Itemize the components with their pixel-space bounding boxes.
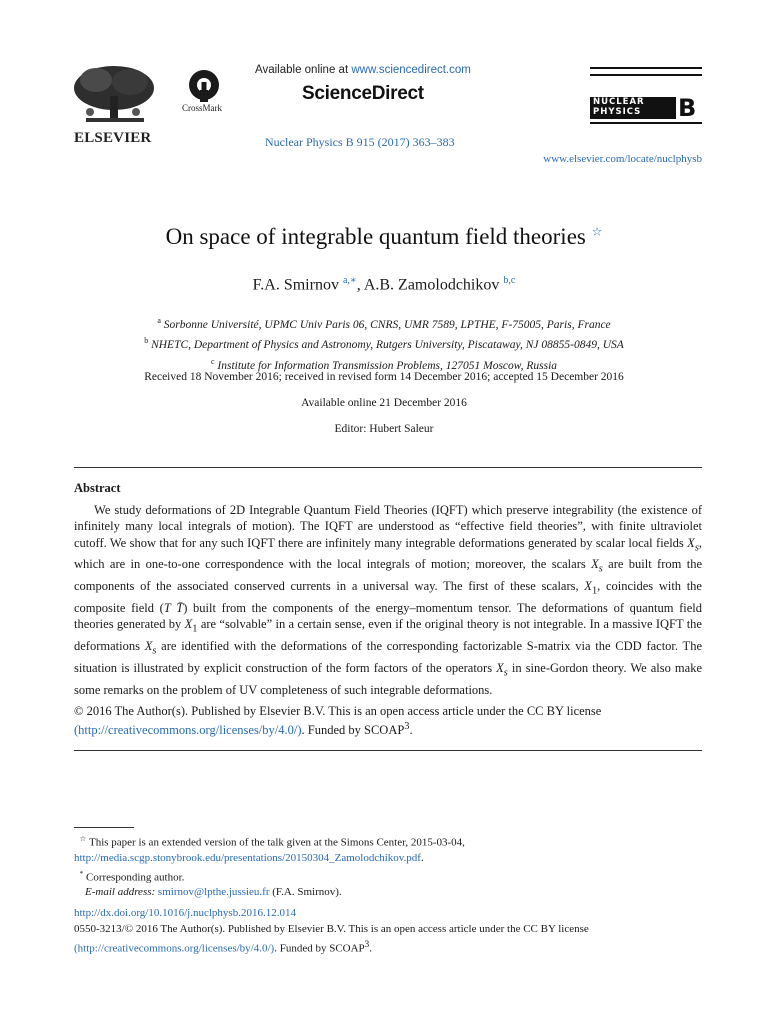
abstract-fragment: We study deformations of 2D Integrable Quantum Field Theories (IQFT) which preserve integrability (the existence of infinitely many local integrals of motion). The IQFT are understood as “effective field theories”, with finite ultraviolet cutoff. We show that for any such IQFT there are infinitely many integrable deformations generated by scalar local fields [74, 503, 702, 550]
license-sup: 3 [404, 721, 410, 733]
abstract-text [74, 502, 702, 698]
abstract-fragment: are identified with the deformations of the corresponding factorizable S-matrix via the CDD factor. The situation is illustrated by explicit construction of the form factors of the operators [74, 639, 702, 675]
abstract-rule-bottom [74, 750, 702, 751]
affiliation [0, 313, 768, 333]
license-end: . [369, 942, 372, 955]
license-end: . [409, 723, 413, 738]
publisher-name: ELSEVIER [74, 130, 152, 146]
doi-block [74, 906, 702, 957]
abstract-fragment: , which are in one-to-one correspondence with the local integrals of motion; moreover, the scalars [74, 535, 702, 572]
email-label: E-mail address: [85, 886, 156, 899]
affiliation-text: NHETC, Department of Physics and Astronomy, Rutgers University, Piscataway, NJ 08855-0849, USA [151, 339, 624, 352]
affiliation-text: Sorbonne Université, UPMC Univ Paris 06, CNRS, UMR 7589, LPTHE, F-75005, Paris, France [163, 318, 611, 331]
math-x: X [144, 639, 153, 654]
license-suffix: . Funded by SCOAP [274, 942, 365, 955]
author-list [0, 275, 768, 294]
affiliation-mark: c [210, 356, 215, 366]
editor: Editor: Hubert Saleur [334, 423, 434, 435]
affiliation-mark: b [144, 336, 149, 346]
online-date: Available online 21 December 2016 [301, 397, 467, 409]
journal-logo-rule-top [590, 67, 702, 69]
journal-logo-text [593, 97, 645, 117]
math-sub: s [598, 563, 603, 575]
author-separator: , [356, 276, 364, 294]
footnote [74, 885, 702, 900]
math-tt: T T̄ [163, 600, 184, 615]
math-x: X [687, 535, 695, 550]
math-sub: s [503, 667, 508, 679]
available-online-prefix: Available online at [255, 64, 349, 76]
math-sub: 1 [192, 623, 198, 635]
article-title [0, 224, 768, 250]
abstract-fragment: are “solvable” in a certain sense, even if the original theory is not integrable. In a massive IQFT the deformations [74, 617, 702, 654]
footnote [74, 831, 702, 866]
journal-reference[interactable]: Nuclear Physics B 915 (2017) 363–383 [265, 135, 455, 149]
abstract-fragment: , coincides with the composite field ( [74, 579, 702, 615]
footnote-link[interactable]: http://media.scgp.stonybrook.edu/presentations/20150304_Zamolodchikov.pdf [74, 851, 421, 864]
footnote-end: . [420, 851, 424, 864]
affiliation-text: Institute for Information Transmission Problems, 127051 Moscow, Russia [217, 359, 558, 372]
math-sub: 1 [591, 585, 598, 597]
abstract-license [74, 703, 702, 739]
author-name: A.B. Zamolodchikov [363, 276, 500, 294]
author-name: F.A. Smirnov [252, 276, 339, 294]
abstract-fragment: in sine-Gordon theory. We also make some remarks on the problem of UV completeness of such integrable deformations. [74, 660, 702, 697]
doi-link[interactable]: http://dx.doi.org/10.1016/j.nuclphysb.2016.12.014 [74, 907, 296, 919]
footnote [74, 866, 702, 886]
available-online [255, 64, 471, 76]
affiliation [0, 333, 768, 353]
footnote-mark: * [79, 868, 84, 878]
journal-logo-rule-bottom [590, 122, 702, 124]
abstract-fragment: ) built from the components of the energy–momentum tensor. The deformations of quantum field theories generated by [74, 600, 703, 632]
math-x: X [584, 579, 592, 594]
article-history: Received 18 November 2016; received in revised form 14 December 2016; accepted 15 December 2016 [144, 371, 624, 383]
math-sub: s [152, 645, 157, 657]
math-x: X [184, 617, 193, 632]
math-x: X [591, 557, 599, 572]
journal-homepage-link[interactable]: www.elsevier.com/locate/nuclphysb [543, 153, 702, 165]
email-owner: (F.A. Smirnov). [272, 886, 342, 899]
journal-logo-line1: NUCLEAR [593, 97, 645, 107]
article-header [0, 0, 768, 175]
footnotes [74, 831, 702, 900]
affiliation-mark: a [157, 316, 161, 325]
footnote-text: This paper is an extended version of the talk given at the Simons Center, 2015-03-04, [88, 836, 465, 849]
math-x: X [496, 660, 504, 675]
title-footnote-mark[interactable]: ☆ [591, 224, 603, 239]
author-affiliation-mark[interactable]: b,c [503, 275, 516, 286]
footnote-rule [74, 827, 134, 828]
footnote-mark: ☆ [79, 834, 87, 843]
issn-line: 0550-3213/© 2016 The Author(s). Published by Elsevier B.V. This is an open access article under the CC BY license [74, 922, 589, 935]
affiliations [0, 313, 768, 374]
journal-logo-rule-mid [590, 74, 702, 76]
license-link[interactable]: (http://creativecommons.org/licenses/by/4.0/) [74, 723, 302, 738]
license-link[interactable]: (http://creativecommons.org/licenses/by/4.0/) [74, 942, 275, 955]
footnote-text: Corresponding author. [86, 871, 185, 884]
article-title-text: On space of integrable quantum field theories [165, 224, 586, 249]
author-affiliation-mark[interactable]: a,∗ [342, 275, 357, 286]
crossmark-label: CrossMark [182, 103, 222, 113]
journal-logo-line2: PHYSICS [593, 107, 642, 117]
abstract-fragment: are built from the components of the associated conserved currents in a universal way. The first of these scalars, [74, 557, 702, 594]
license-text: © 2016 The Author(s). Published by Elsevier B.V. This is an open access article under the CC BY license [74, 704, 602, 718]
abstract-heading: Abstract [74, 481, 121, 495]
license-sup: 3 [364, 939, 370, 949]
sciencedirect-logo: ScienceDirect [302, 83, 424, 104]
license-suffix: . Funded by SCOAP [301, 723, 405, 738]
sciencedirect-link[interactable]: www.sciencedirect.com [351, 64, 471, 76]
abstract-rule-top [74, 467, 702, 468]
email-link[interactable]: smirnov@lpthe.jussieu.fr [157, 886, 270, 899]
journal-logo-letter: B [678, 94, 697, 122]
math-sub: s [694, 542, 699, 554]
